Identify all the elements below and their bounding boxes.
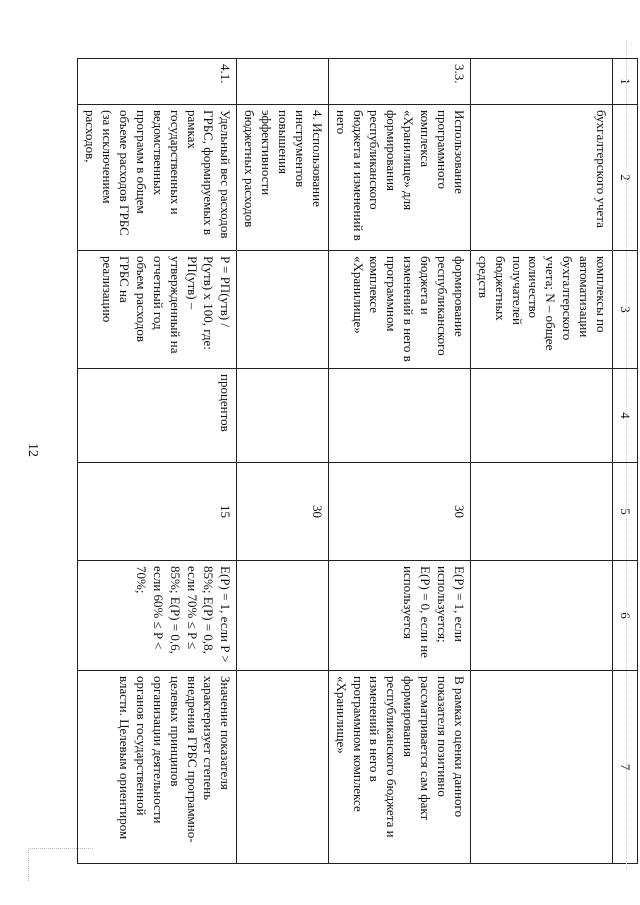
cell-name: бухгалтерского учета [470, 105, 612, 251]
cell-num [237, 59, 328, 105]
cell-name: Использование программного комплекса «Хранилище» для формирования республиканского бюджета и изменений в него [328, 105, 470, 251]
table-row [237, 59, 328, 864]
rotated-table-container [83, 58, 638, 863]
cell-formula: формирование республиканского бюджета и изменений в него в программном комплексе «Хранилище» [328, 251, 470, 369]
col-header: 2 [613, 105, 638, 251]
cell-unit: процентов [78, 369, 237, 463]
cell-name: Удельный вес расходов ГРБС, формируемых в рамках государственных и ведомственных программ в общем объеме расходов ГРБС (за исключением расходов, [78, 105, 237, 251]
cell-score: E(P) = 1, если используется; E(P) = 0, если не используется [328, 561, 470, 671]
table-row [78, 59, 237, 864]
cell-num: 3.3. [328, 59, 470, 105]
cell-formula: P = PП(утв) / P(утв) x 100, где: PП(утв) – утвержденный на отчетный год объем расходов ГРБС на реализацию [78, 251, 237, 369]
col-header: 4 [613, 369, 638, 463]
cell-num: 4.1. [78, 59, 237, 105]
header-row [613, 59, 638, 864]
page-edge-line [626, 40, 627, 870]
cell-weight: 15 [78, 463, 237, 561]
cell-formula [237, 251, 328, 369]
table-row [328, 59, 470, 864]
cell-unit [470, 369, 612, 463]
cell-note [470, 671, 612, 864]
cell-score: E(P) = 1, если P > 85%; E(P) = 0,8, если 70% ≤ P ≤ 85%; E(P) = 0,6, если 60% ≤ P < 70%; [78, 561, 237, 671]
cell-score [237, 561, 328, 671]
col-header: 7 [613, 671, 638, 864]
cell-note: В рамках оценки данного показателя позитивно рассматривается сам факт формирования республиканского бюджета и изменений в него в программном комплексе «Хранилище» [328, 671, 470, 864]
cell-score [470, 561, 612, 671]
cell-note: Значение показателя характеризует степень внедрения ГРБС программно-целевых принципов организации деятельности органов государственной власти. Целевым ориентиром [78, 671, 237, 864]
cell-weight: 30 [237, 463, 328, 561]
table-row [470, 59, 612, 864]
cell-weight [470, 463, 612, 561]
scan-artifact [28, 848, 93, 881]
indicator-table [77, 58, 638, 864]
col-header: 6 [613, 561, 638, 671]
col-header: 1 [613, 59, 638, 105]
page-number: 12 [25, 443, 40, 457]
col-header: 3 [613, 251, 638, 369]
cell-name: 4. Использование инструментов повышения эффективности бюджетных расходов [237, 105, 328, 251]
cell-formula: комплексы по автоматизации бухгалтерского учета; N – общее количество получателей бюджетных средств [470, 251, 612, 369]
col-header: 5 [613, 463, 638, 561]
cell-unit [328, 369, 470, 463]
cell-note [237, 671, 328, 864]
cell-unit [237, 369, 328, 463]
cell-weight: 30 [328, 463, 470, 561]
cell-num [470, 59, 612, 105]
